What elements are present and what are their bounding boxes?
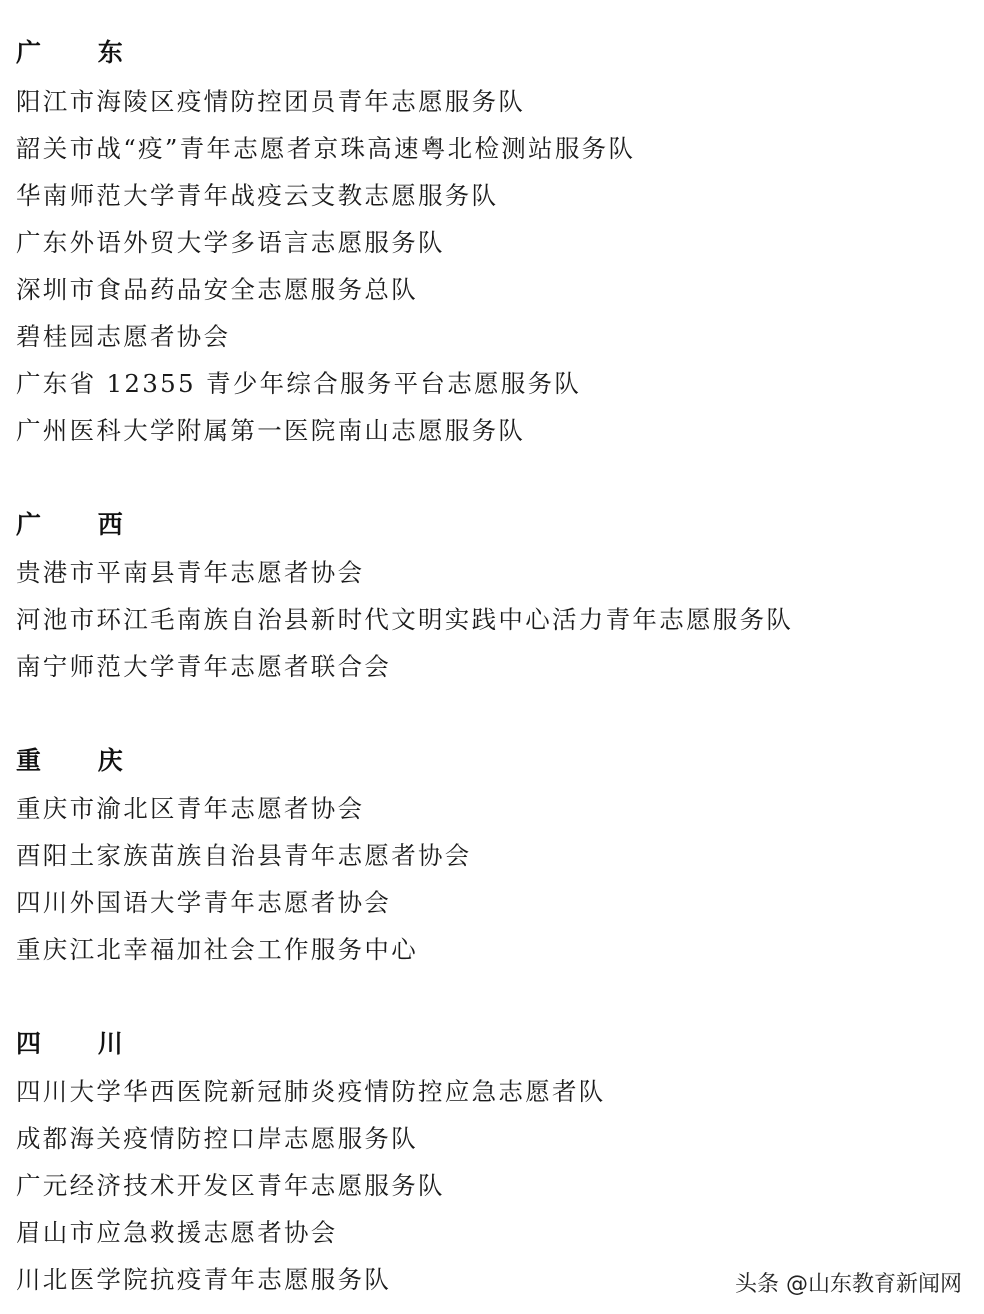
list-item: 重庆江北幸福加社会工作服务中心	[16, 935, 418, 964]
list-item: 广东外语外贸大学多语言志愿服务队	[16, 228, 445, 257]
list-item: 广东省 12355 青少年综合服务平台志愿服务队	[16, 369, 582, 398]
list-item: 四川大学华西医院新冠肺炎疫情防控应急志愿者队	[16, 1077, 606, 1106]
section-heading-guangdong: 广 东	[16, 38, 147, 67]
list-item: 广州医科大学附属第一医院南山志愿服务队	[16, 416, 526, 445]
section-heading-sichuan: 四 川	[16, 1029, 147, 1058]
section-heading-guangxi: 广 西	[16, 510, 147, 539]
list-item: 南宁师范大学青年志愿者联合会	[16, 652, 392, 681]
section-heading-chongqing: 重 庆	[16, 746, 147, 775]
source-watermark: 头条 @山东教育新闻网	[735, 1272, 962, 1297]
list-item: 河池市环江毛南族自治县新时代文明实践中心活力青年志愿服务队	[16, 605, 794, 634]
list-item: 阳江市海陵区疫情防控团员青年志愿服务队	[16, 87, 526, 116]
list-item: 眉山市应急救援志愿者协会	[16, 1218, 338, 1247]
list-item: 韶关市战“疫”青年志愿者京珠高速粤北检测站服务队	[16, 134, 636, 163]
list-item: 重庆市渝北区青年志愿者协会	[16, 794, 365, 823]
list-item: 深圳市食品药品安全志愿服务总队	[16, 275, 418, 304]
list-item: 碧桂园志愿者协会	[16, 322, 231, 351]
list-item: 酉阳土家族苗族自治县青年志愿者协会	[16, 841, 472, 870]
list-item: 川北医学院抗疫青年志愿服务队	[16, 1265, 392, 1294]
list-item: 广元经济技术开发区青年志愿服务队	[16, 1171, 445, 1200]
list-item: 成都海关疫情防控口岸志愿服务队	[16, 1124, 418, 1153]
list-item: 四川外国语大学青年志愿者协会	[16, 888, 392, 917]
list-item: 华南师范大学青年战疫云支教志愿服务队	[16, 181, 499, 210]
list-item: 贵港市平南县青年志愿者协会	[16, 558, 365, 587]
